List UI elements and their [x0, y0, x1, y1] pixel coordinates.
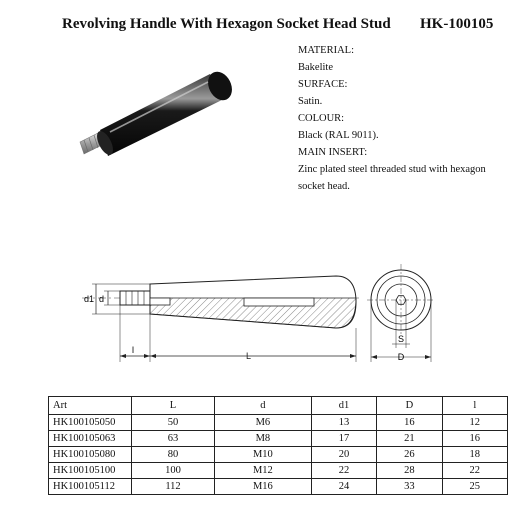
table-row — [49, 431, 508, 447]
handle-body — [94, 68, 237, 158]
dim-label-d: d — [99, 294, 105, 304]
table-cell: 21 — [377, 431, 442, 447]
table-row — [49, 415, 508, 431]
table-cell: HK100105112 — [49, 479, 132, 495]
table-cell: 13 — [311, 415, 376, 431]
table-cell: 80 — [132, 447, 215, 463]
spec-line: MATERIAL: — [298, 45, 354, 56]
table-cell: 50 — [132, 415, 215, 431]
column-header: Art — [49, 397, 132, 415]
table-cell: 12 — [442, 415, 507, 431]
table-cell: 18 — [442, 447, 507, 463]
dim-label-L: L — [246, 351, 252, 361]
table-row — [49, 447, 508, 463]
dim-label-S: S — [397, 334, 405, 344]
table-cell: HK100105063 — [49, 431, 132, 447]
table-cell: 22 — [311, 463, 376, 479]
table-cell: 22 — [442, 463, 507, 479]
table-cell: M6 — [215, 415, 312, 431]
spec-line: MAIN INSERT: — [298, 147, 368, 158]
dim-label-D: D — [397, 352, 405, 362]
spec-line: Satin. — [298, 96, 323, 107]
table-row — [49, 479, 508, 495]
spec-line: Bakelite — [298, 62, 333, 73]
table-cell: M8 — [215, 431, 312, 447]
table-cell: 100 — [132, 463, 215, 479]
table-cell: 28 — [377, 463, 442, 479]
technical-drawing-end — [365, 262, 437, 370]
table-cell: M12 — [215, 463, 312, 479]
table-cell: M10 — [215, 447, 312, 463]
product-title: Revolving Handle With Hexagon Socket Head Stud — [62, 16, 391, 32]
technical-drawing-side — [74, 262, 364, 367]
table-cell: M16 — [215, 479, 312, 495]
product-code: HK-100105 — [420, 16, 494, 32]
table-cell: HK100105050 — [49, 415, 132, 431]
dimensions-table — [48, 396, 508, 495]
dim-label-d1: d1 — [84, 294, 95, 304]
column-header: l — [442, 397, 507, 415]
column-header: L — [132, 397, 215, 415]
spec-line: SURFACE: — [298, 79, 348, 90]
table-cell: 24 — [311, 479, 376, 495]
table-row — [49, 463, 508, 479]
spec-line: socket head. — [298, 181, 350, 192]
spec-line: COLOUR: — [298, 113, 345, 124]
column-header: d — [215, 397, 312, 415]
table-cell: 20 — [311, 447, 376, 463]
table-cell: HK100105100 — [49, 463, 132, 479]
spec-line: Zinc plated steel threaded stud with hexagon — [298, 164, 486, 175]
specifications — [298, 42, 526, 195]
product-title-bar — [62, 16, 502, 33]
product-photo — [70, 60, 300, 170]
table-header-row — [49, 397, 508, 415]
dim-label-l: l — [132, 345, 134, 355]
column-header: D — [377, 397, 442, 415]
table-cell: 25 — [442, 479, 507, 495]
table-cell: HK100105080 — [49, 447, 132, 463]
table-cell: 26 — [377, 447, 442, 463]
column-header: d1 — [311, 397, 376, 415]
table-cell: 16 — [442, 431, 507, 447]
table-cell: 17 — [311, 431, 376, 447]
table-cell: 63 — [132, 431, 215, 447]
table-cell: 112 — [132, 479, 215, 495]
spec-line: Black (RAL 9011). — [298, 130, 379, 141]
table-cell: 33 — [377, 479, 442, 495]
table-cell: 16 — [377, 415, 442, 431]
